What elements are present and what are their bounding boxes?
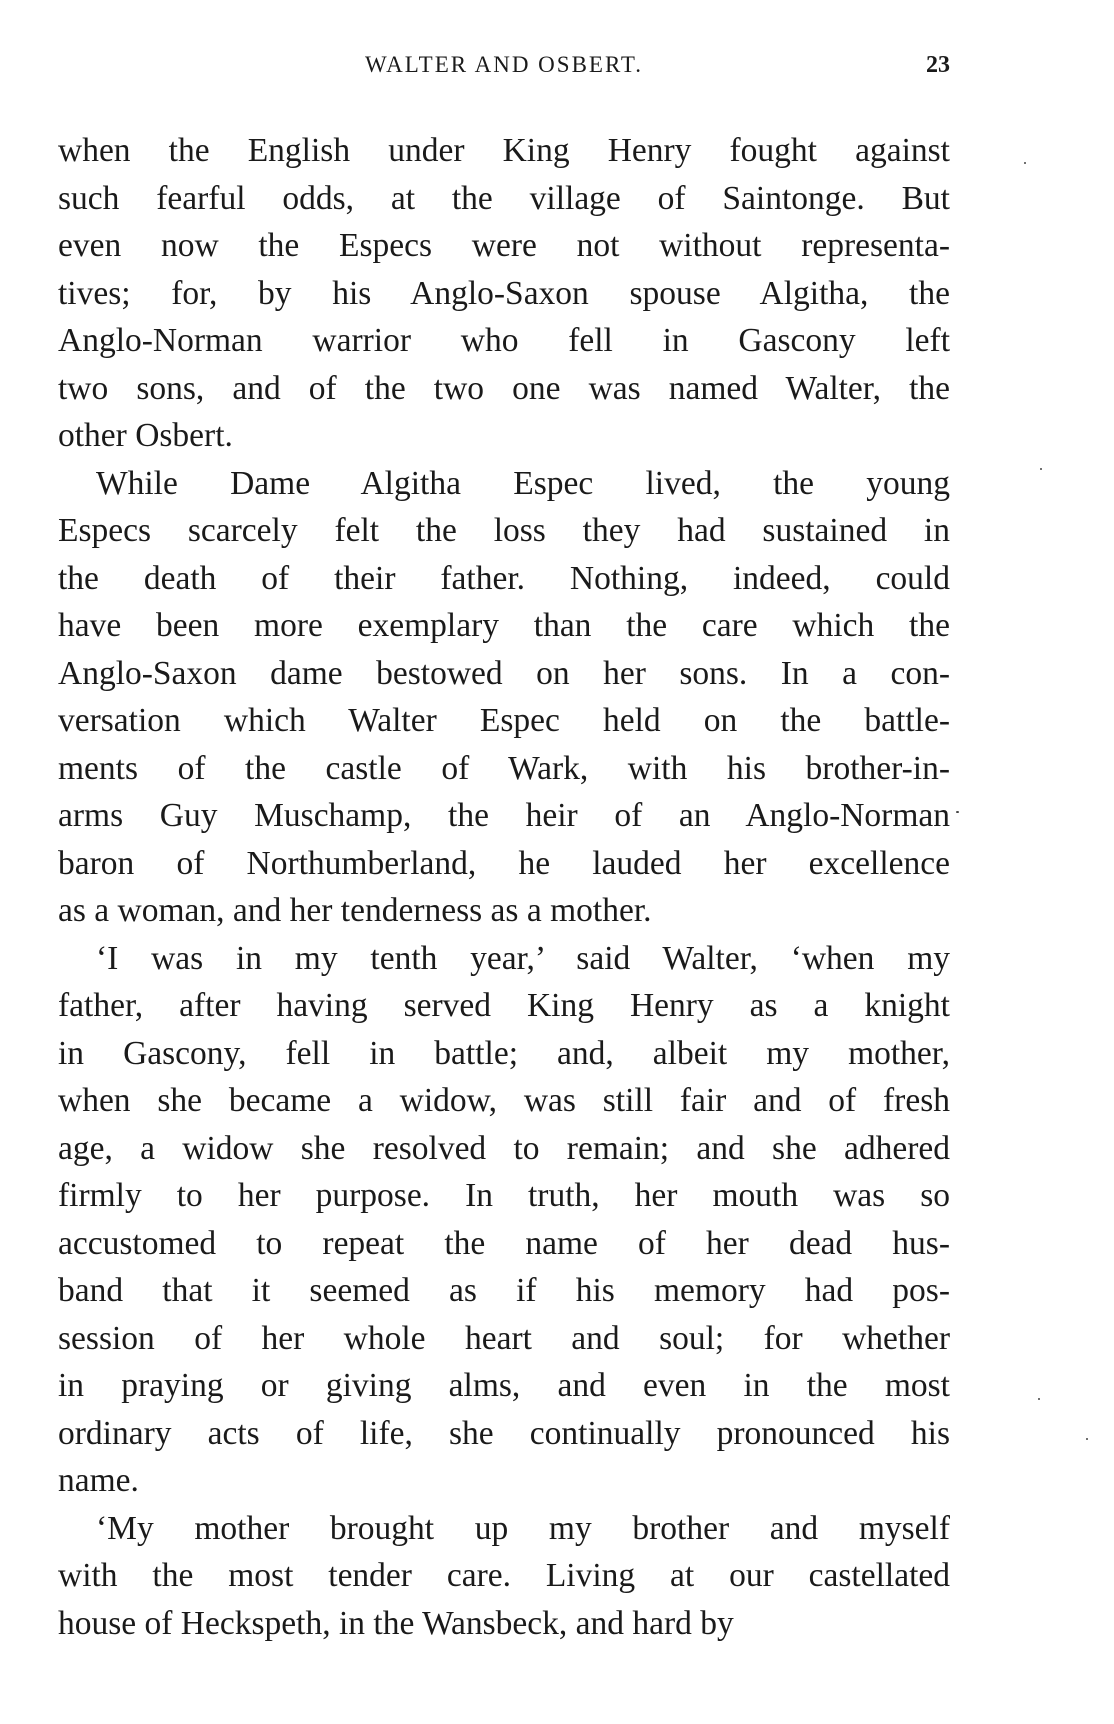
- paragraph: [58, 1505, 950, 1648]
- text-line: the death of their father. Nothing, indeed, could: [58, 559, 950, 597]
- text-line: ‘My mother brought up my brother and myself: [96, 1509, 950, 1547]
- print-speck: [1038, 1398, 1040, 1400]
- text-line: as a woman, and her tenderness as a mother.: [58, 892, 652, 929]
- text-line: have been more exemplary than the care which the: [58, 607, 950, 644]
- paragraph: [58, 127, 950, 460]
- text-line: ‘I was in my tenth year,’ said Walter, ‘when my: [96, 939, 950, 977]
- text-line: While Dame Algitha Espec lived, the young: [96, 464, 950, 502]
- page-number: 23: [926, 52, 950, 78]
- text-line: even now the Especs were not without representa-: [58, 227, 950, 264]
- text-line: other Osbert.: [58, 417, 233, 454]
- print-speck: [956, 811, 959, 813]
- print-speck: [1040, 468, 1042, 470]
- text-line: in praying or giving alms, and even in the most: [58, 1367, 950, 1404]
- print-speck: [1024, 162, 1026, 164]
- text-line: ments of the castle of Wark, with his brother-in-: [58, 749, 950, 787]
- text-line: baron of Northumberland, he lauded her excellence: [58, 844, 950, 882]
- text-line: firmly to her purpose. In truth, her mouth was so: [58, 1177, 950, 1214]
- text-line: father, after having served King Henry as a knight: [58, 987, 950, 1024]
- body-text: [58, 127, 950, 1647]
- text-line: versation which Walter Espec held on the battle-: [58, 702, 950, 739]
- text-line: session of her whole heart and soul; for whether: [58, 1319, 950, 1357]
- text-line: Anglo-Norman warrior who fell in Gascony left: [58, 322, 950, 359]
- text-line: in Gascony, fell in battle; and, albeit my mother,: [58, 1034, 950, 1072]
- text-line: tives; for, by his Anglo-Saxon spouse Algitha, the: [58, 274, 950, 312]
- paragraph: [58, 460, 950, 935]
- text-line: age, a widow she resolved to remain; and she adhered: [58, 1129, 950, 1167]
- text-line: two sons, and of the two one was named Walter, the: [58, 369, 950, 407]
- paragraph: [58, 935, 950, 1505]
- text-line: accustomed to repeat the name of her dead hus-: [58, 1224, 950, 1262]
- text-line: arms Guy Muschamp, the heir of an Anglo-Norman: [58, 797, 950, 834]
- text-line: band that it seemed as if his memory had pos-: [58, 1272, 950, 1309]
- text-line: Especs scarcely felt the loss they had sustained in: [58, 512, 950, 549]
- text-line: ordinary acts of life, she continually pronounced his: [58, 1414, 950, 1452]
- text-line: when the English under King Henry fought against: [58, 132, 950, 169]
- running-head: [58, 52, 950, 92]
- print-speck: [1086, 1438, 1088, 1440]
- text-line: Anglo-Saxon dame bestowed on her sons. In a con-: [58, 654, 950, 692]
- text-line: house of Heckspeth, in the Wansbeck, and hard by: [58, 1604, 734, 1642]
- text-line: such fearful odds, at the village of Saintonge. But: [58, 179, 950, 217]
- text-line: with the most tender care. Living at our castellated: [58, 1557, 950, 1594]
- text-line: name.: [58, 1462, 139, 1499]
- running-head-title: WALTER AND OSBERT.: [364, 52, 644, 77]
- text-line: when she became a widow, was still fair and of fresh: [58, 1082, 950, 1119]
